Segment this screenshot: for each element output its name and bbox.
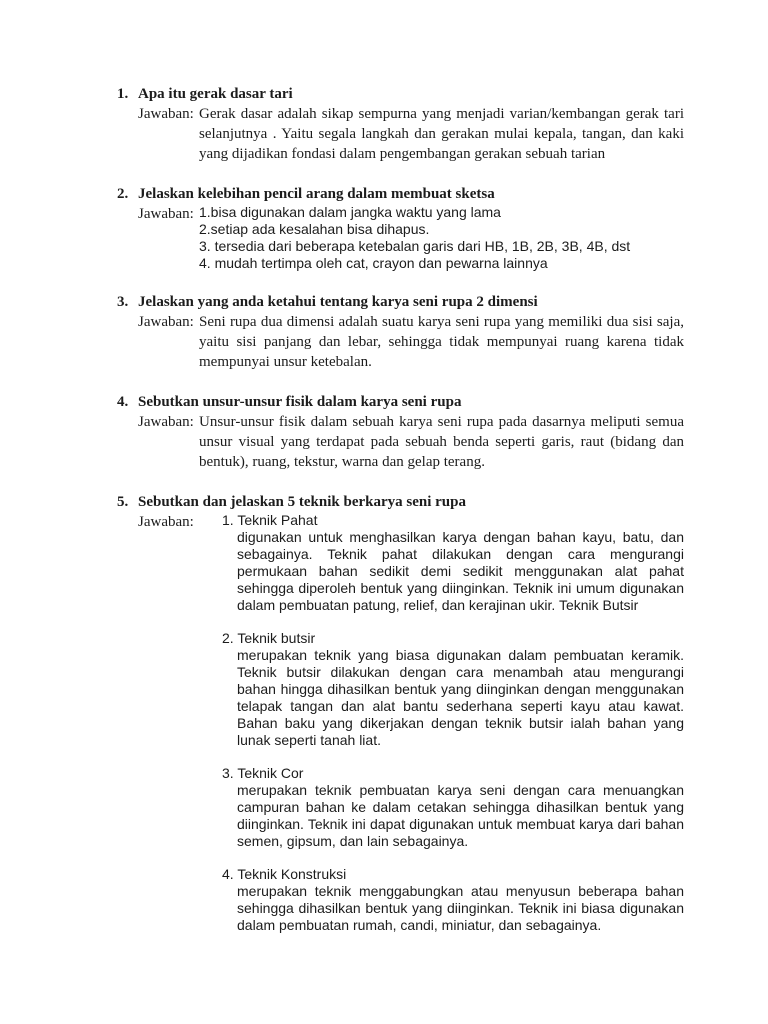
technique-1-heading: 1. Teknik Pahat <box>222 512 318 528</box>
question-1-number: 1. <box>117 86 129 102</box>
technique-3-body: merupakan teknik pembuatan karya seni dengan cara menuangkan campuran bahan ke dalam cetakan sehingga dihasilkan bentuk yang diinginkan. Teknik ini dapat digunakan untuk membuat karya dari bahan semen, gipsum, dan lain sebagainya. <box>237 782 684 849</box>
question-block-4 <box>117 392 684 472</box>
question-2-answer-row <box>117 204 684 272</box>
question-2-answer-label: Jawaban: <box>138 206 194 222</box>
question-4-number: 4. <box>117 394 129 410</box>
question-1-answer-row <box>117 104 684 164</box>
question-2-number: 2. <box>117 186 129 202</box>
question-4-title: Sebutkan unsur-unsur fisik dalam karya seni rupa <box>138 394 462 410</box>
answer-line: 4. mudah tertimpa oleh cat, crayon dan pewarna lainnya <box>199 255 548 271</box>
question-3-answer-text: Seni rupa dua dimensi adalah suatu karya seni rupa yang memiliki dua sisi saja, yaitu sisi panjang dan lebar, sehingga tidak mempunyai ruang karena tidak mempunyai unsur ketebalan. <box>199 314 684 370</box>
technique-item-4 <box>222 866 684 934</box>
answer-line: 2.setiap ada kesalahan bisa dihapus. <box>199 221 430 237</box>
question-1-row <box>117 84 684 104</box>
question-block-2 <box>117 184 684 272</box>
question-2-row <box>117 184 684 204</box>
technique-4-heading: 4. Teknik Konstruksi <box>222 866 347 882</box>
question-block-5 <box>117 492 684 934</box>
qa-content <box>117 84 684 954</box>
question-5-number: 5. <box>117 494 129 510</box>
technique-1-body: digunakan untuk menghasilkan karya dengan bahan kayu, batu, dan sebagainya. Teknik pahat dilakukan dengan cara mengurangi permukaan bahan sedikit demi sedikit menggunakan alat pahat sehingga diperoleh bentuk yang diinginkan. Teknik ini umum digunakan dalam pembuatan patung, relief, dan kerajinan ukir. Teknik Butsir <box>237 529 684 613</box>
question-2-title: Jelaskan kelebihan pencil arang dalam membuat sketsa <box>138 186 495 202</box>
technique-3-heading: 3. Teknik Cor <box>222 765 304 781</box>
question-5-answer-label: Jawaban: <box>138 514 194 530</box>
question-3-number: 3. <box>117 294 129 310</box>
question-3-row <box>117 292 684 312</box>
question-5-answer-row <box>117 512 684 934</box>
question-1-answer-text: Gerak dasar adalah sikap sempurna yang menjadi varian/kembangan gerak tari selanjutnya . Yaitu segala langkah dan gerakan mulai kepala, tangan, dan kaki yang dijadikan fondasi dalam pengembangan gerakan sebuah tarian <box>199 106 684 162</box>
question-block-1 <box>117 84 684 164</box>
question-3-answer-row <box>117 312 684 372</box>
technique-2-heading: 2. Teknik butsir <box>222 630 316 646</box>
question-block-3 <box>117 292 684 372</box>
question-3-answer-label: Jawaban: <box>138 314 194 330</box>
answer-line: 1.bisa digunakan dalam jangka waktu yang lama <box>199 204 501 220</box>
question-1-answer-label: Jawaban: <box>138 106 194 122</box>
question-1-title: Apa itu gerak dasar tari <box>138 86 293 102</box>
question-2-answer-list <box>199 204 684 272</box>
answer-line: 3. tersedia dari beberapa ketebalan garis dari HB, 1B, 2B, 3B, 4B, dst <box>199 238 631 254</box>
question-4-answer-text: Unsur-unsur fisik dalam sebuah karya seni rupa pada dasarnya meliputi semua unsur visual yang terdapat pada sebuah benda seperti garis, raut (bidang dan bentuk), ruang, tekstur, warna dan gelap terang. <box>199 414 684 470</box>
technique-item-3 <box>222 765 684 850</box>
technique-item-1 <box>222 512 684 614</box>
question-4-answer-row <box>117 412 684 472</box>
technique-item-2 <box>222 630 684 749</box>
question-4-row <box>117 392 684 412</box>
question-4-answer-label: Jawaban: <box>138 414 194 430</box>
technique-2-body: merupakan teknik yang biasa digunakan dalam pembuatan keramik. Teknik butsir dilakukan dengan cara menambah atau mengurangi bahan hingga dihasilkan bentuk yang diinginkan dengan menggunakan telapak tangan dan alat bantu sederhana seperti kayu atau kawat. Bahan baku yang dikerjakan dengan teknik butsir ialah bahan yang lunak seperti tanah liat. <box>237 647 684 748</box>
technique-4-body: merupakan teknik menggabungkan atau menyusun beberapa bahan sehingga dihasilkan bentuk yang diinginkan. Teknik ini biasa digunakan dalam pembuatan rumah, candi, miniatur, dan sebagainya. <box>237 883 684 933</box>
question-5-row <box>117 492 684 512</box>
question-3-title: Jelaskan yang anda ketahui tentang karya seni rupa 2 dimensi <box>138 294 538 310</box>
question-5-techniques <box>222 512 684 934</box>
question-5-title: Sebutkan dan jelaskan 5 teknik berkarya seni rupa <box>138 494 466 510</box>
